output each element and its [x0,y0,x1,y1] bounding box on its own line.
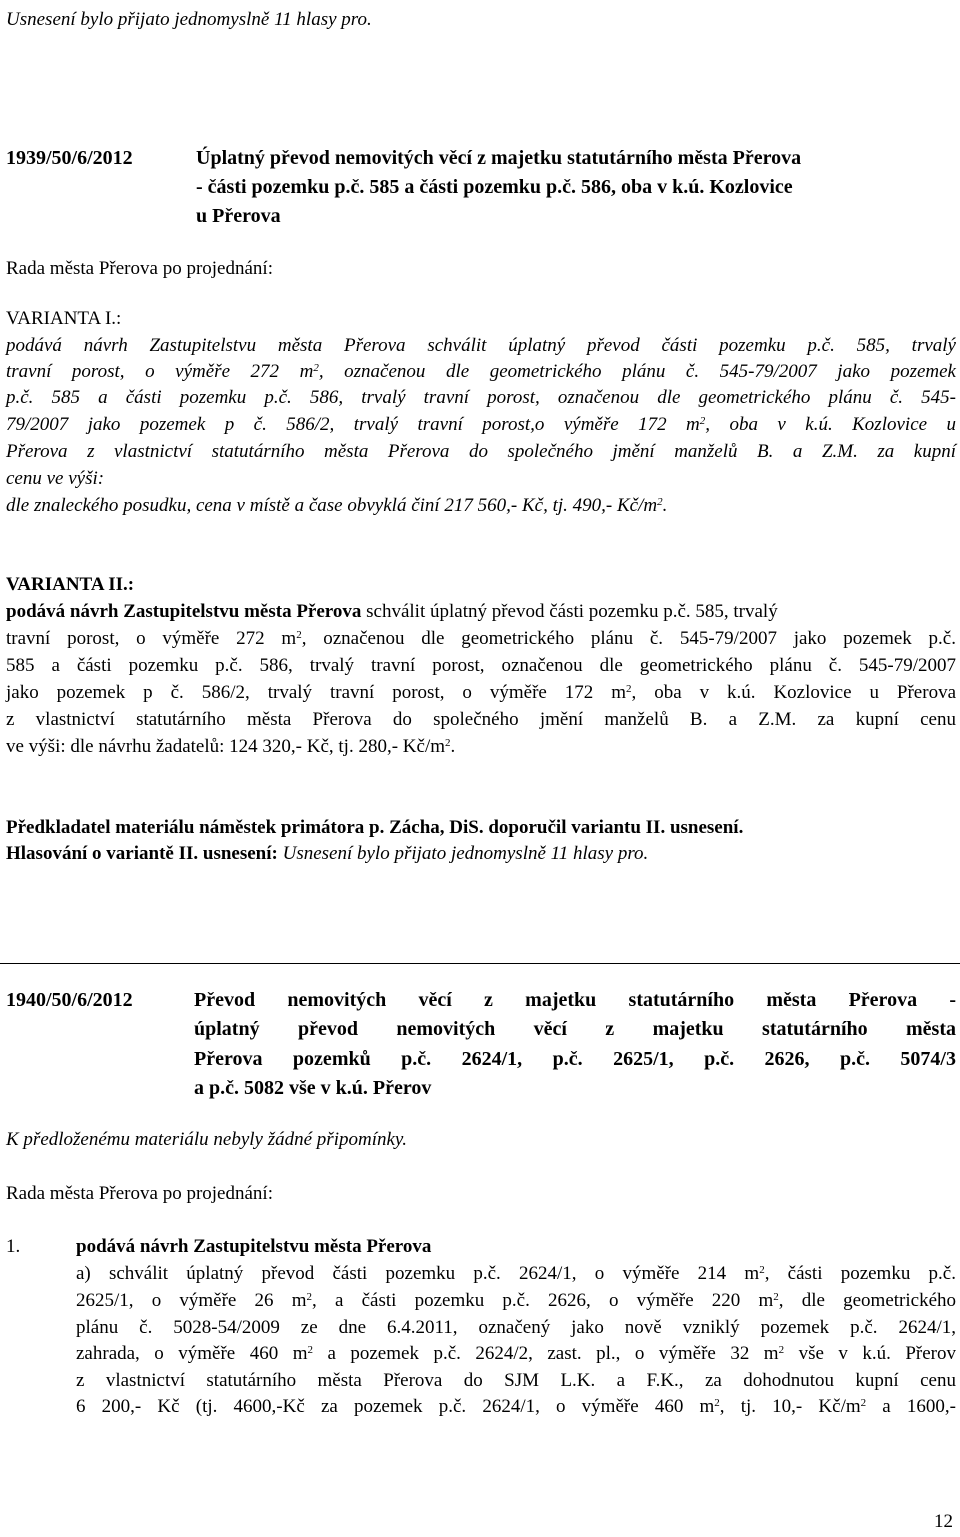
resolution-number: 1939/50/6/2012 [6,147,133,169]
resolution-title-line: Převod nemovitých věcí z majetku statutárního města Přerova - [194,989,956,1011]
previous-resolution-note: Usnesení bylo přijato jednomyslně 11 hlasy pro. [6,9,372,30]
resolution-title-line: Přerova pozemků p.č. 2624/1, p.č. 2625/1, p.č. 2626, p.č. 5074/3 [194,1048,956,1070]
point-line: plánu č. 5028-54/2009 ze dne 6.4.2011, označený jako nově vzniklý pozemek p.č. 2624/1, [76,1317,956,1338]
point-heading: podává návrh Zastupitelstvu města Přerova [76,1236,432,1257]
point-line: a) schválit úplatný převod části pozemku p.č. 2624/1, o výměře 214 $m^2$, části pozemku p.č. [76,1263,956,1284]
variant-1-line: p.č. 585 a části pozemku p.č. 586, trvalý travní porost, označenou dle geometrického plánu č. 545- [6,387,956,408]
page-number: 12 [934,1511,953,1532]
variant-heading: VARIANTA I.: [6,308,122,329]
comment-note: K předloženému materiálu nebyly žádné připomínky. [6,1129,408,1150]
variant-2-line: 585 a části pozemku p.č. 586, trvalý travní porost, označenou dle geometrického plánu č. 545-79/2007 [6,655,956,676]
resolution-title-line: Úplatný převod nemovitých věcí z majetku statutárního města Přerova [196,147,802,169]
variant-1-line: cenu ve výši: [6,468,105,489]
variant-1-line: podává návrh Zastupitelstvu města Přerova schválit úplatný převod části pozemku p.č. 585, trvalý [6,335,956,356]
council-intro: Rada města Přerova po projednání: [6,258,273,279]
variant-2-line: jako pozemek p č. 586/2, trvalý travní porost, o výměře 172 $m^2$, oba v k.ú. Kozlovice u Přerova [6,682,956,703]
resolution-title-line: - části pozemku p.č. 585 a části pozemku p.č. 586, oba v k.ú. Kozlovice [196,176,793,198]
vote-label: Hlasování o variantě II. usnesení: [6,843,278,864]
resolution-title-line: úplatný převod nemovitých věcí z majetku statutárního města [194,1018,956,1040]
variant-2-line-first [6,600,778,624]
variant-1-line: travní porost, o výměře 272 $m^2$, označenou dle geometrického plánu č. 545-79/2007 jako pozemek [6,361,956,382]
section-divider [0,963,960,964]
point-line: zahrada, o výměře 460 $m^2$ a pozemek p.č. 2624/2, zast. pl., o výměře 32 $m^2$ vše v k.ú. Přerov [76,1343,956,1364]
variant-2-line: ve výši: dle návrhu žadatelů: 124 320,- Kč, tj. 280,- $Kč/m^2$. [6,736,456,757]
resolution-number: 1940/50/6/2012 [6,989,133,1011]
point-line: 6 200,- Kč (tj. 4600,-Kč za pozemek p.č. 2624/1, o výměře 460 $m^2$, tj. 10,- $Kč/m^2$ a 1600,- [76,1396,956,1417]
resolution-title-line: u Přerova [196,205,281,227]
point-number: 1. [6,1236,21,1257]
vote-result: Usnesení bylo přijato jednomyslně 11 hlasy pro. [282,843,649,864]
point-line: z vlastnictví statutárního města Přerova do SJM L.K. a F.K., za dohodnutou kupní cenu [76,1370,956,1391]
variant-1-line: dle znaleckého posudku, cena v místě a čase obvyklá činí 217 560,- Kč, tj. 490,- $Kč/m^2$. [6,495,668,516]
variant-2-lead: podává návrh Zastupitelstvu města Přerova [6,601,362,622]
variant-2-line: z vlastnictví statutárního města Přerova do společného jmění manželů B. a Z.M. za kupní cenu [6,709,956,730]
variant-heading: VARIANTA II.: [6,574,135,595]
point-line: 2625/1, o výměře 26 $m^2$, a části pozemku p.č. 2626, o výměře 220 $m^2$, dle geometrického [76,1290,957,1311]
variant-1-line: 79/2007 jako pozemek p č. 586/2, trvalý travní porost,o výměře 172 $m^2$, oba v k.ú. Kozlovice u [6,414,956,435]
variant-2-lead-rest: schválit úplatný převod části pozemku p.č. 585, trvalý [361,601,778,622]
vote-line [6,842,648,866]
variant-1-line: Přerova z vlastnictví statutárního města Přerova do společného jmění manželů B. a Z.M. za kupní [6,441,956,462]
council-intro: Rada města Přerova po projednání: [6,1183,273,1204]
proposer-line: Předkladatel materiálu náměstek primátora p. Zácha, DiS. doporučil variantu II. usnesení. [6,817,744,838]
resolution-title-line: a p.č. 5082 vše v k.ú. Přerov [194,1077,432,1099]
variant-2-line: travní porost, o výměře 272 $m^2$, označenou dle geometrického plánu č. 545-79/2007 jako pozemek p.č. [6,628,956,649]
